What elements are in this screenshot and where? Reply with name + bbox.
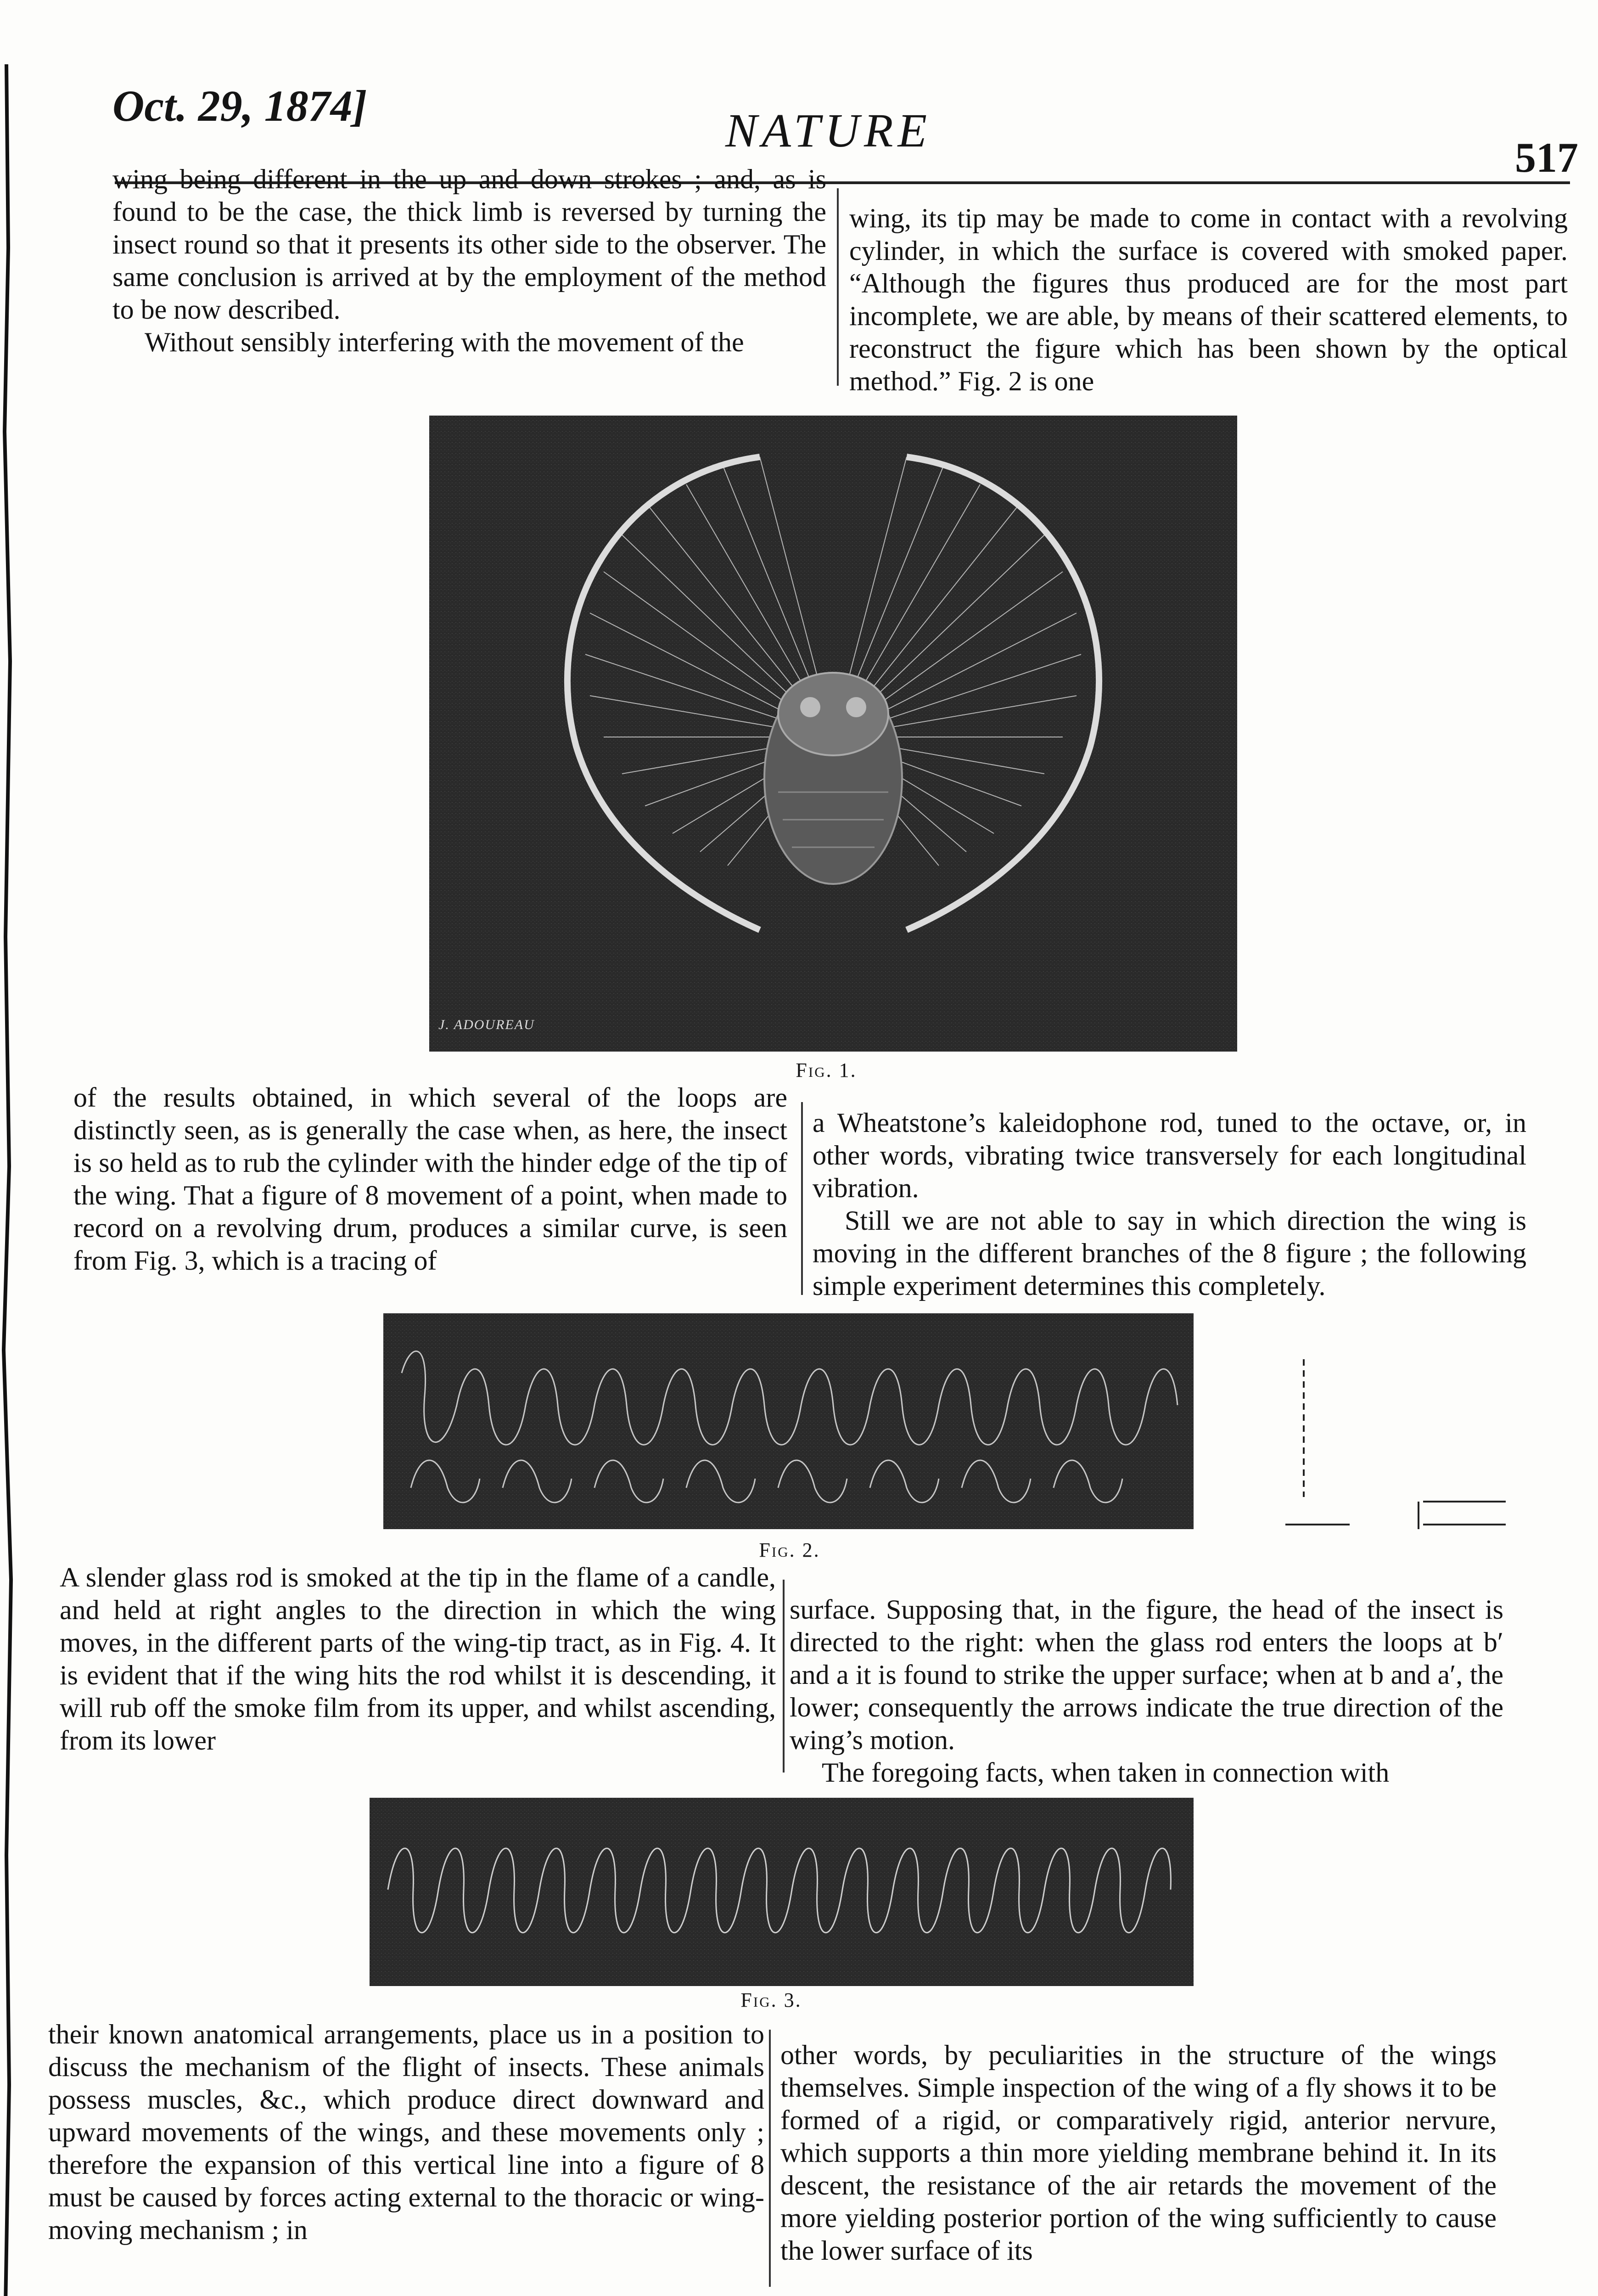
figure-4-diagram <box>1276 1350 1515 1570</box>
kaleidophone-tracing-figure-3 <box>370 1798 1194 1986</box>
figure-1-image <box>429 416 1237 1052</box>
paragraph: The foregoing facts, when taken in connection with <box>822 1757 1390 1788</box>
section4-left-column <box>48 2018 764 2246</box>
section3-left-column <box>60 1561 776 1757</box>
paragraph: Still we are not able to say in which direction the wing is moving in the different branches of the 8 figure ; the following simple experiment determines this completely. <box>813 1205 1526 1301</box>
paragraph: A slender glass rod is smoked at the tip in the flame of a candle, and held at right angles to the direction in which the wing moves, in the different parts of the wing-tip tract, as in Fig. 4. It is evident that if the wing hits the rod whilst it is descending, it will rub off the smoke film from its upper, and whilst ascending, from its lower <box>60 1562 776 1756</box>
figure-2-caption: Fig. 2. <box>759 1539 820 1561</box>
paragraph: surface. Supposing that, in the figure, the head of the insect is directed to the right: when the glass rod enters the loops at b′ and a it is found to strike the upper surface; when at b and a′, the lower; consequently the arrows indicate the true direction of the wing’s motion. <box>790 1594 1503 1755</box>
column-rule <box>783 1580 785 1773</box>
paragraph: wing being different in the up and down strokes ; and, as is found to be the case, the thick limb is reversed by turning the insect round so that it presents its other side to the observer. The same conclusion is arrived at by the employment of the method to be now described. <box>112 164 826 325</box>
figure-3-caption: Fig. 3. <box>740 1989 802 2011</box>
paragraph: of the results obtained, in which several of the loops are distinctly seen, as is generally the case when, as here, the insect is so held as to rub the cylinder with the hinder edge of the tip of the wing. That a figure of 8 movement of a point, when made to record on a revolving drum, produces a similar curve, is seen from Fig. 3, which is a tracing of <box>73 1082 787 1276</box>
paragraph: wing, its tip may be made to come in contact with a revolving cylinder, in which the surface is covered with smoked paper. “Although the figures thus produced are for the most part incomplete, we are able, by means of their scattered elements, to reconstruct the figure which has been shown by the optical method.” Fig. 2 is one <box>849 203 1568 396</box>
figure-1-caption: Fig. 1. <box>796 1059 857 1081</box>
journal-title: NATURE <box>725 104 932 157</box>
cylinder-tracing-figure-2 <box>383 1313 1194 1529</box>
column-rule <box>837 188 839 386</box>
section2-left-column <box>73 1081 787 1277</box>
paragraph: a Wheatstone’s kaleidophone rod, tuned to the octave, or, in other words, vibrating twice transversely for each longitudinal vibration. <box>813 1108 1526 1203</box>
section3-right-column <box>790 1593 1503 1789</box>
paragraph: their known anatomical arrangements, place us in a position to discuss the mechanism of the flight of insects. These animals possess muscles, &c., which produce direct downward and upward movements of the wings, and these movements only ; therefore the expansion of this vertical line into a figure of 8 must be caused by forces acting external to the thoracic or wing-moving mechanism ; in <box>48 2019 764 2245</box>
section2-right-column <box>813 1107 1526 1302</box>
figure-3-image <box>370 1798 1194 1986</box>
figure-2-image <box>383 1313 1194 1529</box>
section1-right-column <box>849 202 1568 398</box>
paragraph: Without sensibly interfering with the movement of the <box>145 327 744 357</box>
section4-right-column <box>780 2039 1497 2267</box>
engraver-signature: J. ADOUREAU <box>438 1017 535 1032</box>
column-rule <box>769 2030 771 2287</box>
issue-date: Oct. 29, 1874] <box>112 81 367 130</box>
scan-margin-edge <box>0 64 18 2296</box>
insect-head <box>778 673 888 755</box>
page-number: 517 <box>1515 134 1578 181</box>
column-rule <box>801 1102 803 1295</box>
insect-wing-illustration <box>429 416 1237 1052</box>
section1-left-column <box>112 163 826 359</box>
paragraph: other words, by peculiarities in the structure of the wings themselves. Simple inspection of the wing of a fly shows it to be formed of a rigid, or comparatively rigid, anterior nervure, which supports a thin more yielding membrane behind it. In its descent, the resistance of the air retards the movement of the more yielding posterior portion of the wing sufficiently to cause the lower surface of its <box>780 2040 1497 2266</box>
